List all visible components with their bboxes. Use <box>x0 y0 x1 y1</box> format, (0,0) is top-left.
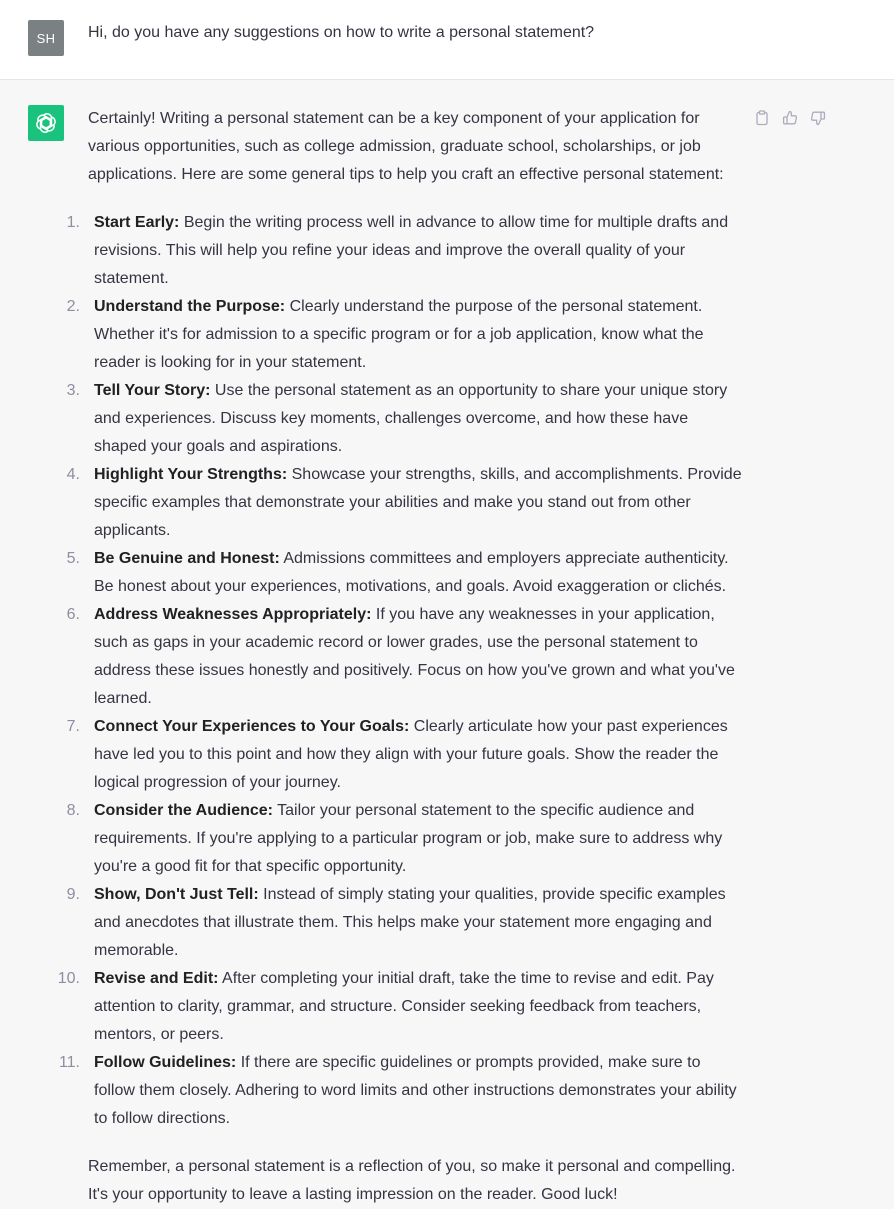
tip-item <box>66 461 744 545</box>
message-actions <box>752 108 828 128</box>
tip-item <box>66 209 744 293</box>
tip-text: Begin the writing process well in advance to allow time for multiple drafts and revisions. This will help you refine your ideas and improve the overall quality of your statement. <box>94 214 729 287</box>
tip-item <box>66 881 744 965</box>
tip-text: Showcase your strengths, skills, and accomplishments. Provide specific examples that demonstrate your abilities and make you stand out from other applicants. <box>94 466 742 539</box>
copy-button[interactable] <box>752 108 772 128</box>
tip-number: 4. <box>66 466 80 483</box>
tip-text: Instead of simply stating your qualities, provide specific examples and anecdotes that illustrate them. This helps make your statement more engaging and memorable. <box>94 886 726 959</box>
tip-number: 2. <box>66 298 80 315</box>
user-message-row <box>0 0 894 80</box>
tip-title: Start Early: <box>94 214 180 231</box>
tip-item <box>66 601 744 713</box>
tips-list <box>57 209 744 1133</box>
tip-item <box>66 545 744 601</box>
tip-title: Address Weaknesses Appropriately: <box>94 606 372 623</box>
tip-text: Use the personal statement as an opportunity to share your unique story and experiences. Discuss key moments, challenges overcome, and how these have shaped your goals and aspirations. <box>94 382 728 455</box>
tip-text: After completing your initial draft, take the time to revise and edit. Pay attention to clarity, grammar, and structure. Consider seeking feedback from teachers, mentors, or peers. <box>94 970 714 1043</box>
tip-item <box>58 1049 744 1133</box>
assistant-intro: Certainly! Writing a personal statement can be a key component of your application for various opportunities, such as college admission, graduate school, scholarships, or job applications. Here are some general tips to help you craft an effective personal statement: <box>88 110 724 183</box>
assistant-message <box>57 105 744 1209</box>
tip-title: Follow Guidelines: <box>94 1054 237 1071</box>
tip-title: Understand the Purpose: <box>94 298 286 315</box>
tip-number: 5. <box>66 550 80 567</box>
tip-number: 7. <box>66 718 80 735</box>
tip-title: Show, Don't Just Tell: <box>94 886 259 903</box>
tip-number: 10. <box>57 970 80 987</box>
tip-title: Consider the Audience: <box>94 802 273 819</box>
tip-item <box>66 713 744 797</box>
user-message-text: Hi, do you have any suggestions on how to write a personal statement? <box>88 24 595 41</box>
tip-number: 9. <box>66 886 80 903</box>
thumbs-down-icon <box>810 110 826 126</box>
tip-title: Be Genuine and Honest: <box>94 550 280 567</box>
assistant-message-row <box>0 80 894 1203</box>
tip-number: 1. <box>66 214 80 231</box>
tip-text: Clearly articulate how your past experiences have led you to this point and how they align with your future goals. Show the reader the logical progression of your journey. <box>94 718 728 791</box>
tip-title: Connect Your Experiences to Your Goals: <box>94 718 410 735</box>
tip-number: 6. <box>66 606 80 623</box>
tip-number: 3. <box>66 382 80 399</box>
tip-text: Clearly understand the purpose of the personal statement. Whether it's for admission to a specific program or for a job application, know what the reader is looking for in your statement. <box>94 298 704 371</box>
thumbs-up-icon <box>782 110 798 126</box>
tip-title: Highlight Your Strengths: <box>94 466 288 483</box>
tip-title: Revise and Edit: <box>94 970 219 987</box>
tip-number: 11. <box>58 1054 80 1071</box>
assistant-outro: Remember, a personal statement is a reflection of you, so make it personal and compelling. It's your opportunity to leave a lasting impression on the reader. Good luck! <box>88 1158 736 1203</box>
user-avatar: SH <box>28 20 64 56</box>
tip-title: Tell Your Story: <box>94 382 211 399</box>
copy-icon <box>754 110 770 126</box>
thumbs-down-button[interactable] <box>808 108 828 128</box>
tip-text: If there are specific guidelines or prompts provided, make sure to follow them closely. Adhering to word limits and other instructions demonstrates your ability to follow directions. <box>94 1054 737 1127</box>
openai-logo-icon <box>34 111 58 135</box>
tip-item <box>66 797 744 881</box>
assistant-avatar <box>28 105 64 141</box>
tip-text: Tailor your personal statement to the specific audience and requirements. If you're applying to a particular program or job, make sure to address why you're a good fit for that specific opportunity. <box>94 802 723 875</box>
tip-item <box>66 293 744 377</box>
tip-text: Admissions committees and employers appreciate authenticity. Be honest about your experiences, motivations, and goals. Avoid exaggeration or clichés. <box>94 550 729 595</box>
tip-number: 8. <box>66 802 80 819</box>
tip-item <box>57 965 744 1049</box>
tip-item <box>66 377 744 461</box>
thumbs-up-button[interactable] <box>780 108 800 128</box>
tip-text: If you have any weaknesses in your application, such as gaps in your academic record or lower grades, use the personal statement to address these issues honestly and positively. Focus on how you've grown and what you've learned. <box>94 606 735 707</box>
